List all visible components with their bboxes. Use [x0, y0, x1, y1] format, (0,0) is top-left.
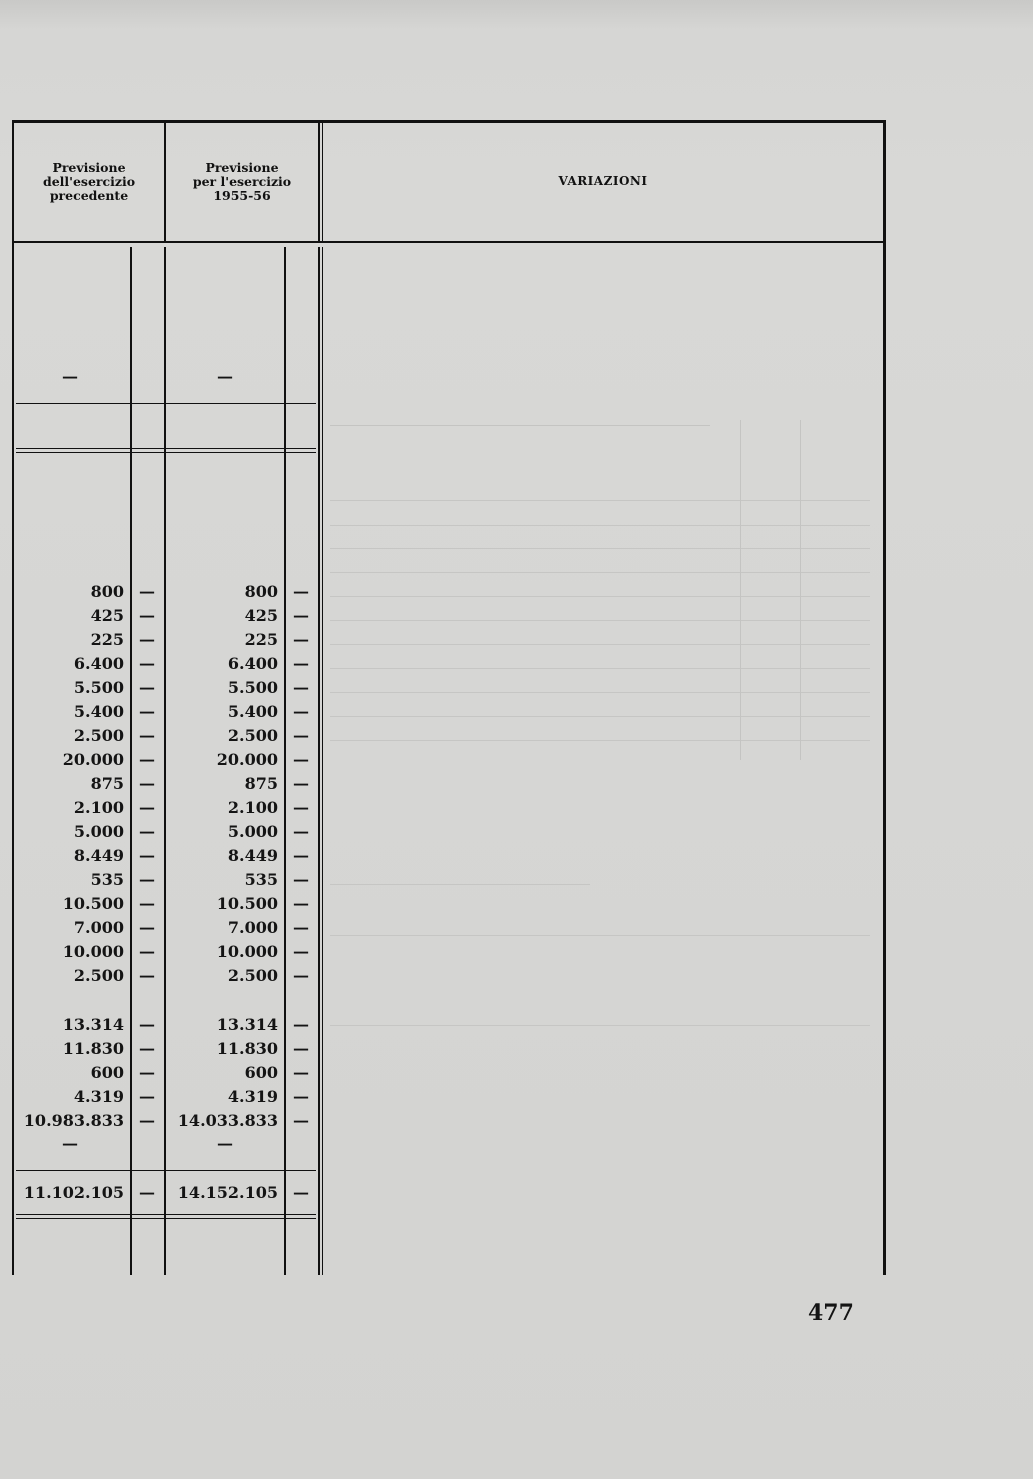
row-curr-value: 13.314	[216, 1015, 278, 1034]
row-curr-value: 5.500	[227, 678, 278, 697]
row-prev-value: 2.100	[73, 798, 124, 817]
total-curr-dash: —	[293, 1183, 309, 1202]
row-curr-value: 2.500	[227, 966, 278, 985]
total-prev-value: 11.102.105	[23, 1183, 124, 1202]
row-curr-value: 10.000	[216, 942, 278, 961]
row-curr-value: 20.000	[216, 750, 278, 769]
row-prev-dash: —	[139, 1111, 155, 1130]
header-bottom-rule	[12, 241, 886, 243]
blank-row-col2-dash: —	[217, 367, 233, 386]
header-divider-2b	[322, 120, 323, 243]
table-right-border	[883, 120, 886, 1275]
row-prev-dash: —	[139, 1063, 155, 1082]
row-curr-value: 14.033.833	[177, 1111, 278, 1130]
total-bottom-rule-b	[16, 1218, 316, 1219]
row-prev-dash: —	[139, 918, 155, 937]
row-prev-dash: —	[139, 630, 155, 649]
col2-right-b	[322, 247, 323, 1275]
row-curr-dash: —	[293, 846, 309, 865]
row-prev-dash: —	[139, 1087, 155, 1106]
row-curr-dash: —	[293, 918, 309, 937]
row-curr-dash: —	[293, 726, 309, 745]
row-curr-value: 10.500	[216, 894, 278, 913]
row-prev-dash: —	[139, 654, 155, 673]
row-prev-dash: —	[139, 774, 155, 793]
table-top-border	[12, 120, 886, 123]
col1-dash-left	[130, 247, 132, 1275]
section-double-rule-a	[16, 448, 316, 449]
row-curr-dash: —	[293, 678, 309, 697]
row-curr-value: 600	[244, 1063, 278, 1082]
row-prev-value: 600	[90, 1063, 124, 1082]
header-divider-1	[164, 120, 166, 243]
total-bottom-rule-a	[16, 1214, 316, 1215]
row-prev-value: 20.000	[62, 750, 124, 769]
row-prev-dash: —	[139, 942, 155, 961]
row-prev-dash: —	[139, 870, 155, 889]
row-prev-value: 5.400	[73, 702, 124, 721]
row-prev-value: 11.830	[62, 1039, 124, 1058]
row-prev-value: 225	[90, 630, 124, 649]
total-top-rule	[16, 1170, 316, 1171]
row-prev-dash: —	[139, 966, 155, 985]
empty-row-col1-dash: —	[62, 1134, 78, 1153]
col2-header	[168, 161, 316, 203]
col2-header-line1: Previsione	[205, 160, 279, 175]
row-prev-value: 10.000	[62, 942, 124, 961]
row-curr-dash: —	[293, 702, 309, 721]
row-curr-dash: —	[293, 1087, 309, 1106]
row-curr-value: 6.400	[227, 654, 278, 673]
row-prev-value: 10.500	[62, 894, 124, 913]
total-prev-dash: —	[139, 1183, 155, 1202]
row-curr-value: 225	[244, 630, 278, 649]
row-curr-value: 8.449	[227, 846, 278, 865]
row-curr-dash: —	[293, 1039, 309, 1058]
total-curr-value: 14.152.105	[177, 1183, 278, 1202]
row-prev-dash: —	[139, 678, 155, 697]
row-prev-value: 10.983.833	[23, 1111, 124, 1130]
col1-header	[16, 161, 162, 203]
row-curr-dash: —	[293, 606, 309, 625]
empty-row-col2-dash: —	[217, 1134, 233, 1153]
row-curr-value: 875	[244, 774, 278, 793]
col2-right	[318, 247, 320, 1275]
row-prev-value: 13.314	[62, 1015, 124, 1034]
row-prev-value: 2.500	[73, 966, 124, 985]
row-prev-dash: —	[139, 1039, 155, 1058]
row-prev-value: 6.400	[73, 654, 124, 673]
row-curr-value: 535	[244, 870, 278, 889]
row-prev-value: 5.000	[73, 822, 124, 841]
row-curr-value: 425	[244, 606, 278, 625]
row-prev-dash: —	[139, 750, 155, 769]
row-prev-value: 7.000	[73, 918, 124, 937]
row-curr-dash: —	[293, 750, 309, 769]
row-prev-value: 5.500	[73, 678, 124, 697]
section-double-rule-b	[16, 452, 316, 453]
row-curr-dash: —	[293, 1111, 309, 1130]
col2-header-line2: per l'esercizio	[192, 174, 292, 189]
row-curr-dash: —	[293, 582, 309, 601]
row-prev-value: 425	[90, 606, 124, 625]
row-prev-dash: —	[139, 822, 155, 841]
row-curr-dash: —	[293, 870, 309, 889]
row-curr-dash: —	[293, 654, 309, 673]
row-curr-dash: —	[293, 822, 309, 841]
row-curr-value: 800	[244, 582, 278, 601]
row-prev-value: 2.500	[73, 726, 124, 745]
row-prev-value: 875	[90, 774, 124, 793]
col3-header: VARIAZIONI	[558, 174, 648, 188]
blank-row-col1-dash: —	[62, 367, 78, 386]
row-prev-value: 535	[90, 870, 124, 889]
row-curr-value: 4.319	[227, 1087, 278, 1106]
col1-header-line1: Previsione	[52, 160, 126, 175]
row-curr-value: 7.000	[227, 918, 278, 937]
row-curr-value: 2.100	[227, 798, 278, 817]
section-rule-1	[16, 403, 316, 404]
row-prev-dash: —	[139, 606, 155, 625]
row-curr-dash: —	[293, 630, 309, 649]
row-prev-value: 800	[90, 582, 124, 601]
row-curr-value: 11.830	[216, 1039, 278, 1058]
row-prev-dash: —	[139, 798, 155, 817]
row-curr-dash: —	[293, 942, 309, 961]
row-curr-dash: —	[293, 966, 309, 985]
col2-dash-left	[284, 247, 286, 1275]
row-prev-dash: —	[139, 894, 155, 913]
col2-header-line3: 1955-56	[213, 188, 271, 203]
row-curr-dash: —	[293, 894, 309, 913]
row-prev-dash: —	[139, 702, 155, 721]
row-prev-dash: —	[139, 582, 155, 601]
row-curr-dash: —	[293, 774, 309, 793]
col1-header-line3: precedente	[49, 188, 129, 203]
row-curr-value: 2.500	[227, 726, 278, 745]
row-prev-dash: —	[139, 726, 155, 745]
page-number: 477	[808, 1300, 854, 1326]
row-prev-value: 4.319	[73, 1087, 124, 1106]
row-prev-value: 8.449	[73, 846, 124, 865]
row-curr-value: 5.000	[227, 822, 278, 841]
row-prev-dash: —	[139, 1015, 155, 1034]
row-prev-dash: —	[139, 846, 155, 865]
row-curr-value: 5.400	[227, 702, 278, 721]
row-curr-dash: —	[293, 798, 309, 817]
row-curr-dash: —	[293, 1063, 309, 1082]
header-divider-2	[318, 120, 320, 243]
row-curr-dash: —	[293, 1015, 309, 1034]
col1-header-line2: dell'esercizio	[42, 174, 136, 189]
